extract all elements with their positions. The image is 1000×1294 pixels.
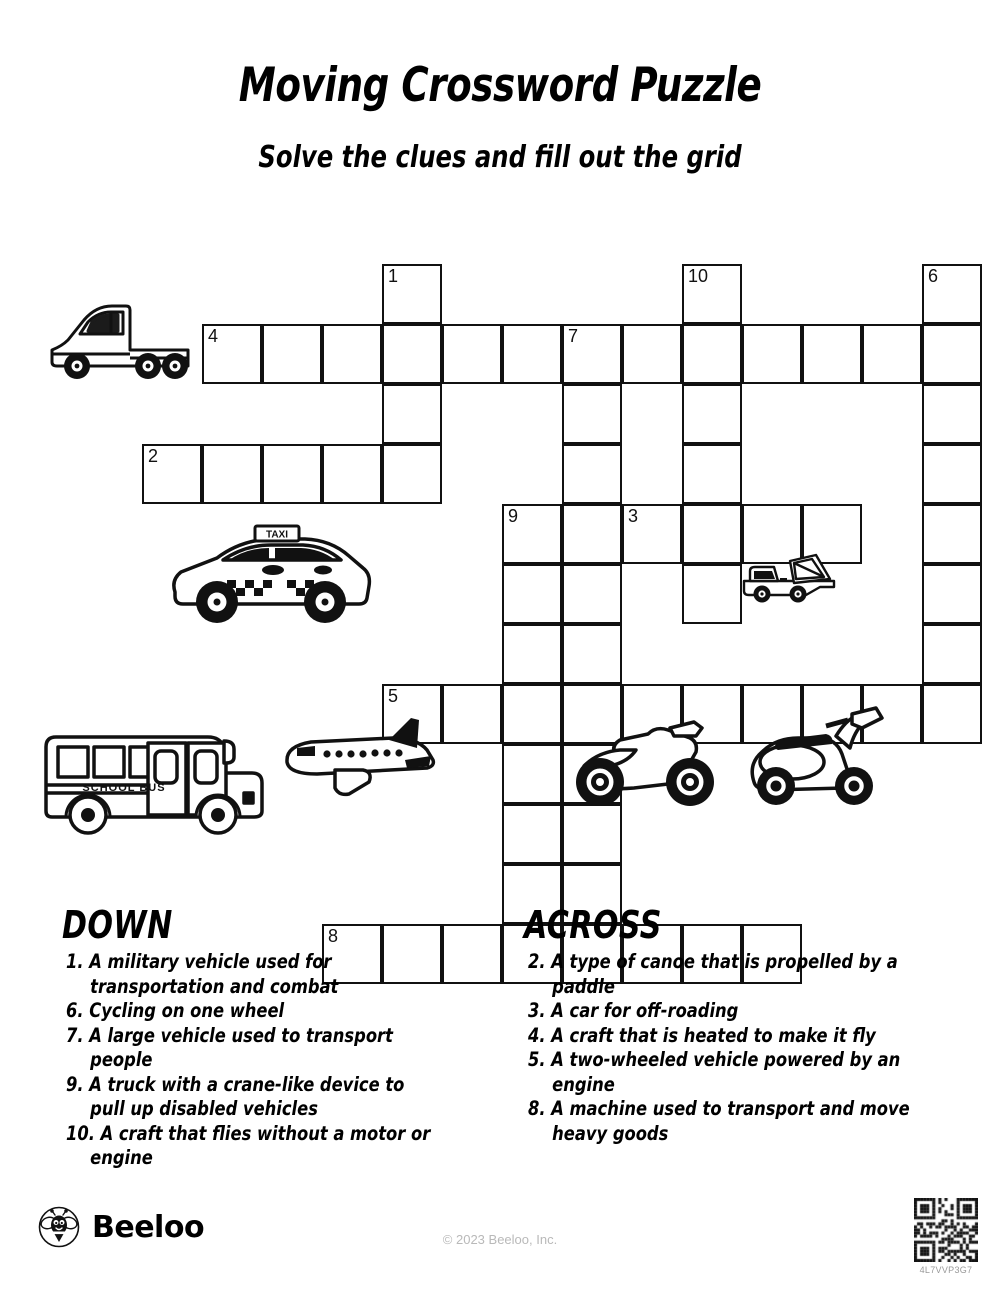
across-heading: ACROSS: [524, 903, 662, 947]
grid-cell-numbered-6[interactable]: [922, 264, 982, 324]
clue-item: 9. A truck with a crane-like device to pull up disabled vehicles: [66, 1072, 405, 1120]
grid-cell[interactable]: [502, 324, 562, 384]
motorcycle-illustration: [564, 710, 724, 808]
grid-cell-numbered-4[interactable]: [202, 324, 262, 384]
airplane-illustration: [277, 716, 443, 800]
grid-cell[interactable]: [442, 324, 502, 384]
school-bus-illustration: [38, 727, 270, 835]
grid-cell[interactable]: [502, 564, 562, 624]
grid-cell[interactable]: [562, 804, 622, 864]
grid-cell[interactable]: [262, 444, 322, 504]
grid-cell[interactable]: [922, 324, 982, 384]
copyright-text: © 2023 Beeloo, Inc.: [442, 1232, 558, 1247]
grid-cell-number: 10: [688, 266, 709, 286]
qr-code-image: [914, 1198, 978, 1262]
grid-cell[interactable]: [742, 324, 802, 384]
grid-cell-number: 4: [208, 326, 219, 346]
clue-item: 2. A type of canoe that is propelled by a paddle: [528, 950, 898, 998]
grid-cell-numbered-10[interactable]: [682, 264, 742, 324]
grid-cell-numbered-2[interactable]: [142, 444, 202, 504]
qr-code-block: [914, 1198, 978, 1275]
grid-cell[interactable]: [502, 744, 562, 804]
grid-cell-numbered-9[interactable]: [502, 504, 562, 564]
grid-cell-numbered-7[interactable]: [562, 324, 622, 384]
grid-cell[interactable]: [682, 504, 742, 564]
grid-cell[interactable]: [262, 324, 322, 384]
grid-cell[interactable]: [322, 324, 382, 384]
grid-cell[interactable]: [682, 324, 742, 384]
grid-cell[interactable]: [922, 444, 982, 504]
school-bus-label: SCHOOL BUS: [82, 782, 166, 794]
grid-cell[interactable]: [922, 624, 982, 684]
grid-cell[interactable]: [382, 324, 442, 384]
grid-cell-number: 7: [568, 326, 579, 346]
clue-item: 10. A craft that flies without a motor or engine: [66, 1121, 431, 1169]
grid-cell-number: 1: [388, 266, 399, 286]
down-heading: DOWN: [62, 903, 173, 947]
grid-cell-number: 2: [148, 446, 159, 466]
grid-cell[interactable]: [622, 324, 682, 384]
page-title: Moving Crossword Puzzle: [238, 58, 762, 113]
grid-cell-number: 3: [628, 506, 639, 526]
grid-cell[interactable]: [202, 444, 262, 504]
grid-cell[interactable]: [562, 564, 622, 624]
grid-cell-number: 8: [328, 926, 339, 946]
grid-cell[interactable]: [922, 684, 982, 744]
grid-cell[interactable]: [322, 444, 382, 504]
taxi-illustration: [163, 522, 379, 626]
grid-cell[interactable]: [502, 624, 562, 684]
grid-cell[interactable]: [922, 564, 982, 624]
grid-cell[interactable]: [382, 384, 442, 444]
grid-cell[interactable]: [502, 684, 562, 744]
scooter-illustration: [740, 706, 890, 808]
grid-cell[interactable]: [562, 384, 622, 444]
grid-cell[interactable]: [922, 504, 982, 564]
clue-item: 5. A two-wheeled vehicle powered by an engine: [528, 1048, 901, 1096]
grid-cell[interactable]: [562, 624, 622, 684]
page-subtitle: Solve the clues and fill out the grid: [258, 140, 742, 175]
clue-item: 8. A machine used to transport and move heavy goods: [528, 1097, 910, 1145]
grid-cell[interactable]: [382, 444, 442, 504]
grid-cell[interactable]: [802, 324, 862, 384]
grid-cell-number: 6: [928, 266, 939, 286]
grid-cell[interactable]: [502, 804, 562, 864]
grid-cell[interactable]: [922, 384, 982, 444]
grid-cell[interactable]: [862, 324, 922, 384]
grid-cell[interactable]: [562, 504, 622, 564]
grid-cell[interactable]: [442, 684, 502, 744]
down-clue-list: [66, 950, 466, 1171]
grid-cell-numbered-1[interactable]: [382, 264, 442, 324]
clue-item: 3. A car for off-roading: [528, 999, 739, 1022]
brand-name: Beeloo: [92, 1209, 205, 1245]
tow-truck-illustration: [738, 545, 838, 607]
clue-item: 4. A craft that is heated to make it fly: [528, 1023, 876, 1047]
grid-cell[interactable]: [682, 384, 742, 444]
across-clue-list: [528, 950, 948, 1146]
clue-item: 6. Cycling on one wheel: [66, 999, 285, 1022]
clue-item: 7. A large vehicle used to transport people: [66, 1023, 393, 1071]
grid-cell[interactable]: [562, 444, 622, 504]
grid-cell[interactable]: [682, 444, 742, 504]
grid-cell-number: 5: [388, 686, 399, 706]
semi-truck-illustration: [38, 288, 198, 380]
clue-item: 1. A military vehicle used for transportation and combat: [66, 950, 339, 998]
grid-cell-number: 9: [508, 506, 519, 526]
grid-cell-numbered-3[interactable]: [622, 504, 682, 564]
taxi-sign-label: TAXI: [265, 529, 289, 541]
qr-code-label: 4L7VVP3G7: [919, 1265, 973, 1275]
grid-cell[interactable]: [682, 564, 742, 624]
